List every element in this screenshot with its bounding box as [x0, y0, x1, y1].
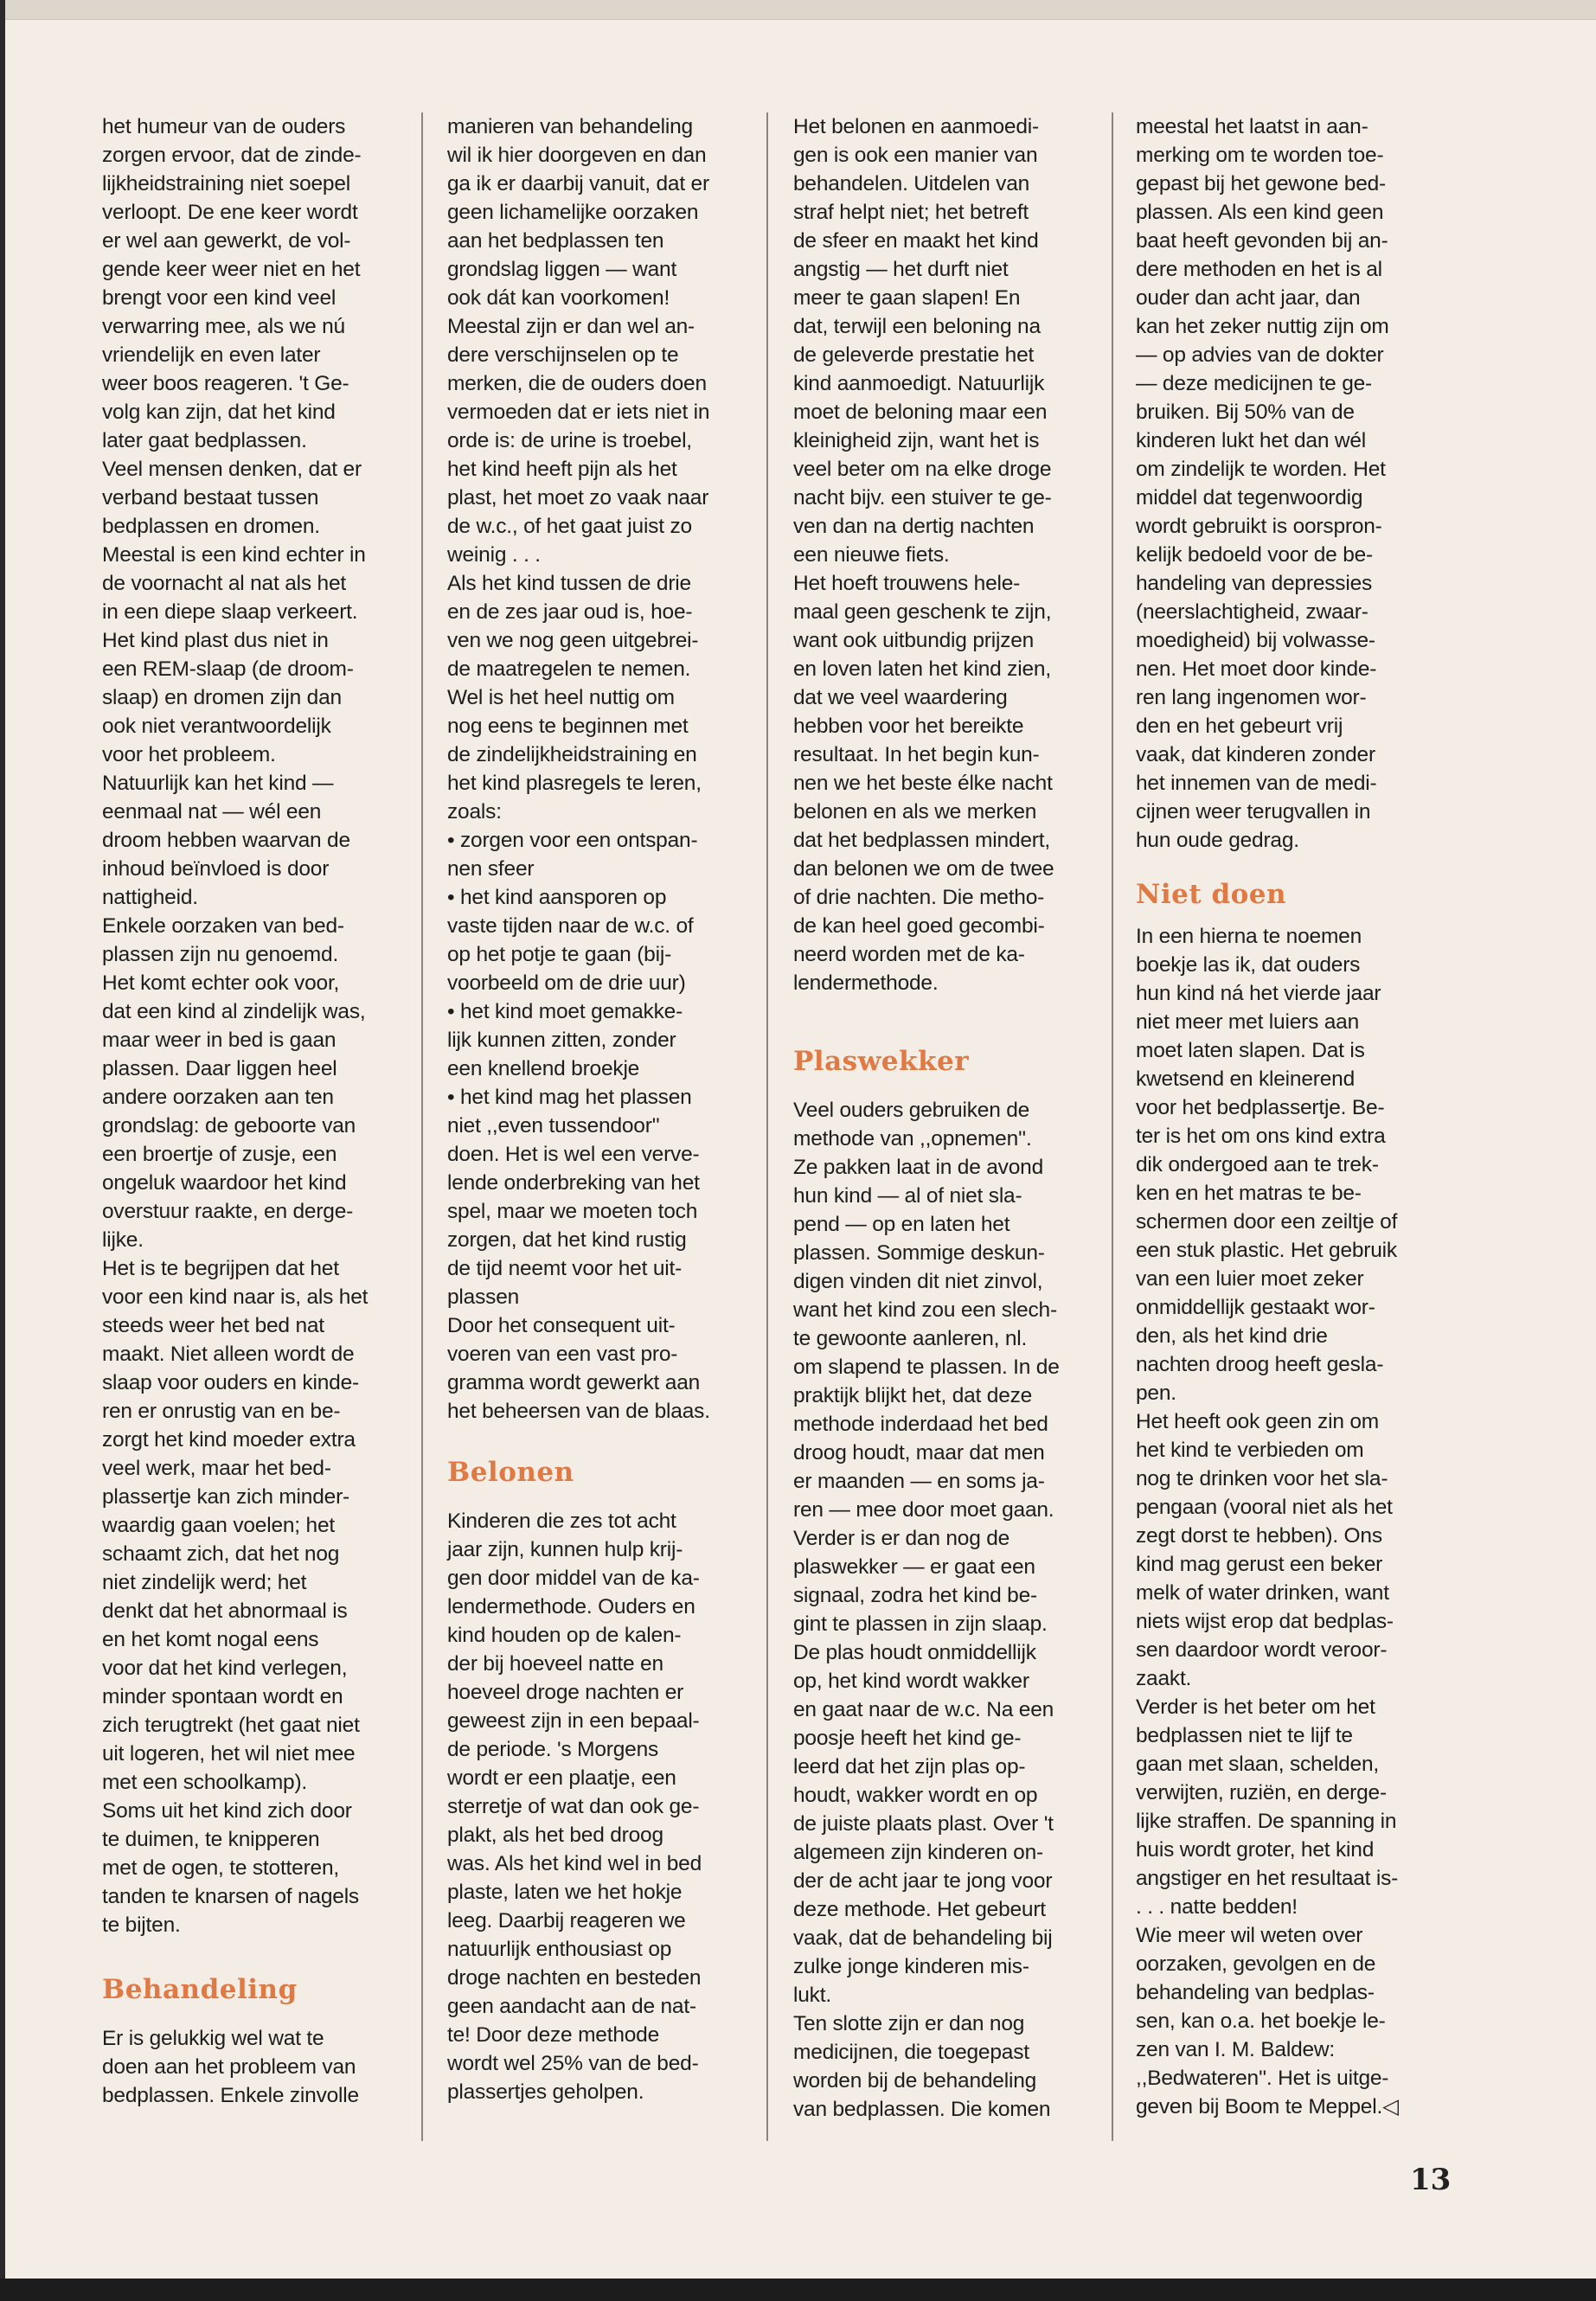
bullet-item: • het kind aansporen op vaste tijden naar de w.c. of op het potje te gaan (bij- voorbeeld om de drie uur)	[447, 886, 694, 995]
paragraph: Verder is het beter om het bedplassen niet te lijf te gaan met slaan, schelden, verwijten, ruziën, en derge- lijke straffen. De spanning in huis wordt groter, het kind angstiger en het resultaat is- . . . natte bedden!	[1136, 1695, 1399, 1919]
paragraph: Veel mensen denken, dat er verband bestaat tussen bedplassen en dromen. Meestal is een kind echter in de voornacht al nat als het in een diepe slaap verkeert. Het kind plast dus niet in een REM-slaap (de droom- slaap) en dromen zijn dan ook niet verantwoordelijk voor het probleem. Natuurlijk kan het kind — eenmaal nat — wél een droom hebben waarvan de inhoud beïnvloed is door nattigheid.	[102, 458, 366, 909]
column-rule	[421, 112, 423, 2141]
scan-edge-top	[0, 0, 1596, 20]
paragraph: Door het consequent uit- voeren van een vast pro- gramma wordt gewerkt aan het beheersen van de blaas.	[447, 1314, 710, 1423]
paragraph: Er is gelukkig wel wat te doen aan het probleem van bedplassen. Enkele zinvolle	[102, 2027, 359, 2107]
scan-edge-left	[0, 0, 5, 2301]
paragraph: Wie meer wil weten over oorzaken, gevolgen en de behandeling van bedplas- sen, kan o.a. het boekje le- zen van I. M. Baldew: ,,Bedwateren''. Het is uitge- geven bij Boom te Meppel.◁	[1136, 1924, 1399, 2118]
column-rule	[1112, 112, 1113, 2141]
paragraph: Veel ouders gebruiken de methode van ,,opnemen''. Ze pakken laat in de avond hun kind — al of niet sla- pend — op en laten het plassen. Sommige deskun- digen vinden dit niet zinvol, want het kind zou een slech- te gewoonte aanleren, nl. om slapend te plassen. In de praktijk blijkt het, dat deze methode inderdaad het bed droog houdt, maar dat men er maanden — en soms ja- ren — mee door moet gaan.	[793, 1099, 1060, 1522]
paragraph: In een hierna te noemen boekje las ik, dat ouders hun kind ná het vierde jaar niet meer met luiers aan moet laten slapen. Dat is kwetsend en kleinerend voor het bedplassertje. Be- ter is het om ons kind extra dik ondergoed aan te trek- ken en het matras te be- schermen door een zeiltje of een stuk plastic. Het gebruik van een luier moet zeker onmiddellijk gestaakt wor- den, als het kind drie nachten droog heeft gesla- pen.	[1136, 925, 1398, 1405]
paragraph: Het heeft ook geen zin om het kind te verbieden om nog te drinken voor het sla- pengaan (vooral niet als het zegt dorst te hebben). Ons kind mag gerust een beker melk of water drinken, want niets wijst erop dat bedplas- sen daardoor wordt veroor- zaakt.	[1136, 1410, 1394, 1690]
paragraph: meestal het laatst in aan- merking om te worden toe- gepast bij het gewone bed- plassen. Als een kind geen baat heeft gevonden bij an- dere methoden en het is al ouder dan acht jaar, dan kan het zeker nuttig zijn om — op advies van de dokter — deze medicijnen te ge- bruiken. Bij 50% van de kinderen lukt het dan wél om zindelijk te worden. Het middel dat tegenwoordig wordt gebruikt is oorspron- kelijk bedoeld voor de be- handeling van depressies (neerslachtigheid, zwaar- moedigheid) bij volwasse- nen. Het moet door kinde- ren lang ingenomen wor- den en het gebeurt vrij vaak, dat kinderen zonder het innemen van de medi- cijnen weer terugvallen in hun oude gedrag.	[1136, 115, 1389, 852]
scan-edge-bottom	[0, 2279, 1596, 2301]
paragraph: Het hoeft trouwens hele- maal geen geschenk te zijn, want ook uitbundig prijzen en loven laten het kind zien, dat we veel waardering hebben voor het bereikte resultaat. In het begin kun- nen we het beste élke nacht belonen en als we merken dat het bedplassen mindert, dan belonen we om de twee of drie nachten. Die metho- de kan heel goed gecombi- neerd worden met de ka- lendermethode.	[793, 572, 1054, 995]
column-4	[1136, 112, 1452, 2121]
bullet-item: • het kind moet gemakke- lijk kunnen zitten, zonder een knellend broekje	[447, 1000, 683, 1080]
column-rule	[766, 112, 768, 2141]
paragraph: Ten slotte zijn er dan nog medicijnen, die toegepast worden bij de behandeling van bedplassen. Die komen	[793, 2012, 1051, 2121]
bullet-item: • het kind mag het plassen niet ,,even tussendoor'' doen. Het is wel een verve- lende onderbreking van het spel, maar we moeten toch zorgen, dat het kind rustig de tijd neemt voor het uit- plassen	[447, 1086, 700, 1309]
section-heading-behandeling: Behandeling	[102, 1974, 298, 2005]
bullet-item: • zorgen voor een ontspan- nen sfeer	[447, 829, 698, 881]
paragraph: manieren van behandeling wil ik hier doorgeven en dan ga ik er daarbij vanuit, dat er geen lichamelijke oorzaken aan het bedplassen ten grondslag liggen — want ook dát kan voorkomen! Meestal zijn er dan wel an- dere verschijnselen op te merken, die de ouders doen vermoeden dat er iets niet in orde is: de urine is troebel, het kind heeft pijn als het plast, het moet zo vaak naar de w.c., of het gaat juist zo weinig . . .	[447, 115, 710, 567]
section-heading-belonen: Belonen	[447, 1457, 574, 1488]
paragraph: Enkele oorzaken van bed- plassen zijn nu genoemd. Het komt echter ook voor, dat een kind al zindelijk was, maar weer in bed is gaan plassen. Daar liggen heel andere oorzaken aan ten grondslag: de geboorte van een broertje of zusje, een ongeluk waardoor het kind overstuur raakte, en derge- lijke.	[102, 914, 366, 1252]
paragraph: het humeur van de ouders zorgen ervoor, dat de zinde- lijkheidstraining niet soepel verloopt. De ene keer wordt er wel aan gewerkt, de vol- gende keer weer niet en het brengt voor een kind veel verwarring mee, als we nú vriendelijk en even later weer boos reageren. 't Ge- volg kan zijn, dat het kind later gaat bedplassen.	[102, 115, 362, 452]
column-3	[793, 112, 1109, 2124]
column-2	[447, 112, 763, 2106]
section-heading-plaswekker: Plaswekker	[793, 1046, 970, 1077]
section-heading-niet-doen: Niet doen	[1136, 879, 1287, 910]
paragraph: Het is te begrijpen dat het voor een kind naar is, als het steeds weer het bed nat maakt. Niet alleen wordt de slaap voor ouders en kinde- ren er onrustig van en be- zorgt het kind moeder extra veel werk, maar het bed- plassertje kan zich minder- waardig gaan voelen; het schaamt zich, dat het nog niet zindelijk werd; het denkt dat het abnormaal is en het komt nogal eens voor dat het kind verlegen, minder spontaan wordt en zich terugtrekt (het gaat niet uit logeren, het wil niet mee met een schoolkamp). Soms uit het kind zich door te duimen, te knipperen met de ogen, te stotteren, tanden te knarsen of nagels te bijten.	[102, 1257, 369, 1937]
paragraph: Kinderen die zes tot acht jaar zijn, kunnen hulp krij- gen door middel van de ka- lendermethode. Ouders en kind houden op de kalen- der bij hoeveel natte en hoeveel droge nachten er geweest zijn in een bepaal- de periode. 's Morgens wordt er een plaatje, een sterretje of wat dan ook ge- plakt, als het bed droog was. Als het kind wel in bed plaste, laten we het hokje leeg. Daarbij reageren we natuurlijk enthousiast op droge nachten en besteden geen aandacht aan de nat- te! Door deze methode wordt wel 25% van de bed- plassertjes geholpen.	[447, 1509, 702, 2104]
paragraph: Als het kind tussen de drie en de zes jaar oud is, hoe- ven we nog geen uitgebrei- de maatregelen te nemen. Wel is het heel nuttig om nog eens te beginnen met de zindelijkheidstraining en het kind plasregels te leren, zoals:	[447, 572, 702, 824]
paragraph: Verder is er dan nog de plaswekker — er gaat een signaal, zodra het kind be- gint te plassen in zijn slaap. De plas houdt onmiddellijk op, het kind wordt wakker en gaat naar de w.c. Na een poosje heeft het kind ge- leerd dat het zijn plas op- houdt, wakker wordt en op de juiste plaats plast. Over 't algemeen zijn kinderen on- der de acht jaar te jong voor deze methode. Het gebeurt vaak, dat de behandeling bij zulke jonge kinderen mis- lukt.	[793, 1527, 1054, 2007]
column-1	[102, 112, 418, 2110]
paragraph: Het belonen en aanmoedi- gen is ook een manier van behandelen. Uitdelen van straf helpt niet; het betreft de sfeer en maakt het kind angstig — het durft niet meer te gaan slapen! En dat, terwijl een beloning na de geleverde prestatie het kind aanmoedigt. Natuurlijk moet de beloning maar een kleinigheid zijn, want het is veel beter om na elke droge nacht bijv. een stuiver te ge- ven dan na dertig nachten een nieuwe fiets.	[793, 115, 1052, 567]
page-number: 13	[1410, 2163, 1452, 2197]
